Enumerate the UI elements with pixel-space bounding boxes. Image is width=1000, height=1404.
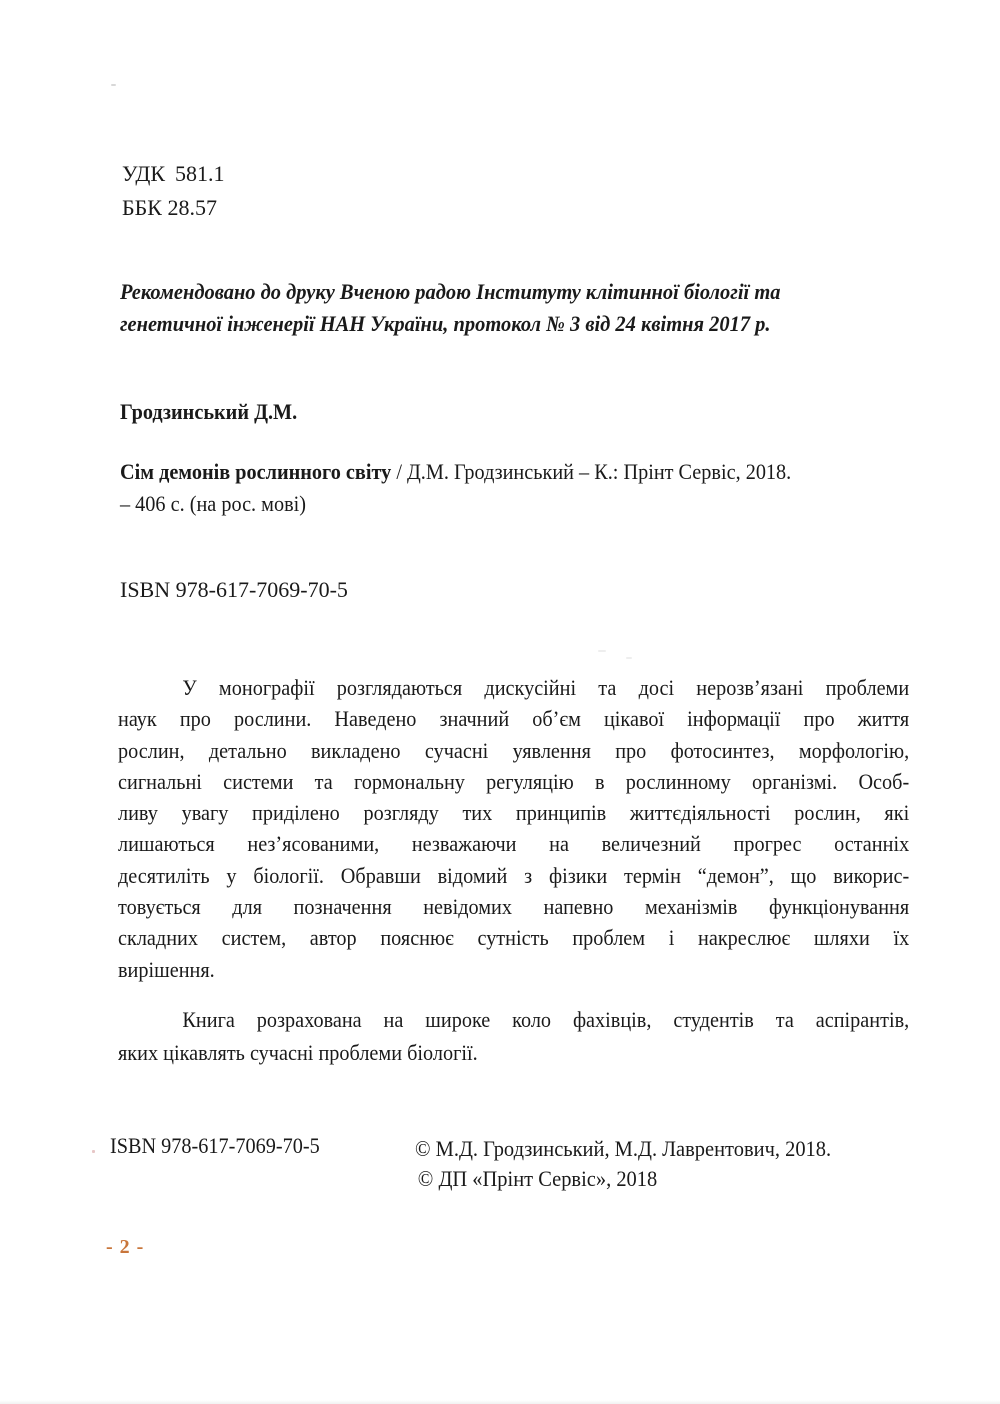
abstract-line: рослин, детально викладено сучасні уявлення про фотосинтез, морфологію,: [118, 737, 910, 763]
udk-label: УДК: [122, 161, 166, 186]
recommendation-line: Рекомендовано до друку Вченою радою Інституту клітинної біології та: [120, 279, 781, 304]
abstract-line: ливу увагу приділено розгляду тих принципів життєдіяльності рослин, які: [118, 800, 910, 826]
page-bottom-edge: [0, 1400, 1000, 1404]
audience-line: яких цікавлять сучасні проблеми біології.: [118, 1040, 478, 1065]
audience-line: Книга розрахована на широке коло фахівців, студентів та аспірантів,: [182, 1007, 910, 1032]
udk-value: 581.1: [175, 161, 225, 186]
abstract-line: складних систем, автор пояснює сутність проблем і накреслює шляхи їх: [118, 925, 910, 951]
abstract-line: товується для позначення невідомих напевно механізмів функціонування: [118, 894, 910, 920]
scan-speck: [598, 650, 606, 652]
audience-paragraph: [118, 1003, 978, 1069]
udk-code: [122, 159, 225, 189]
bibliographic-record: [120, 456, 791, 520]
isbn: ISBN 978-617-7069-70-5: [120, 577, 348, 602]
bibliographic-details: / Д.М. Гродзинський – К.: Прінт Сервіс, 2018.: [391, 459, 792, 484]
copyright-line-authors: © М.Д. Гродзинський, М.Д. Лаврентович, 2018.: [415, 1136, 832, 1161]
publication-recommendation: [120, 276, 864, 340]
book-title: Сім демонів рослинного світу: [120, 459, 392, 484]
scan-speck: [111, 84, 116, 86]
abstract-line: вирішення.: [118, 956, 215, 982]
bibliographic-line-2: – 406 с. (на рос. мові): [120, 491, 307, 516]
abstract-line: У монографії розглядаються дискусійні та досі нерозв’язані проблеми: [182, 675, 910, 700]
copyright-line-publisher: © ДП «Прінт Сервіс», 2018: [417, 1166, 658, 1191]
scan-speck: [626, 657, 632, 659]
copyright-notice: [415, 1134, 831, 1194]
abstract-line: десятиліть у біології. Обравши відомий з фізики термін “демон”, що викорис-: [118, 862, 910, 888]
author-heading: Гродзинський Д.М.: [120, 399, 298, 424]
bbk-code: ББК 28.57: [122, 195, 217, 220]
abstract-line: наук про рослини. Наведено значний об’єм цікавої інформації про життя: [118, 706, 910, 732]
abstract-line: лишаються нез’ясованими, незважаючи на величезний прогрес останніх: [118, 831, 910, 857]
footer-isbn: ISBN 978-617-7069-70-5: [110, 1133, 320, 1158]
bibliographic-line-1: [120, 456, 791, 488]
recommendation-line: генетичної інженерії НАН України, протокол № 3 від 24 квітня 2017 р.: [120, 311, 771, 336]
scan-speck: [92, 1150, 95, 1153]
abstract-line: сигнальні системи та гормональну регуляцію в рослинному організмі. Особ-: [118, 768, 910, 794]
abstract-paragraph: [118, 672, 910, 985]
page-number: - 2 -: [106, 1236, 145, 1258]
